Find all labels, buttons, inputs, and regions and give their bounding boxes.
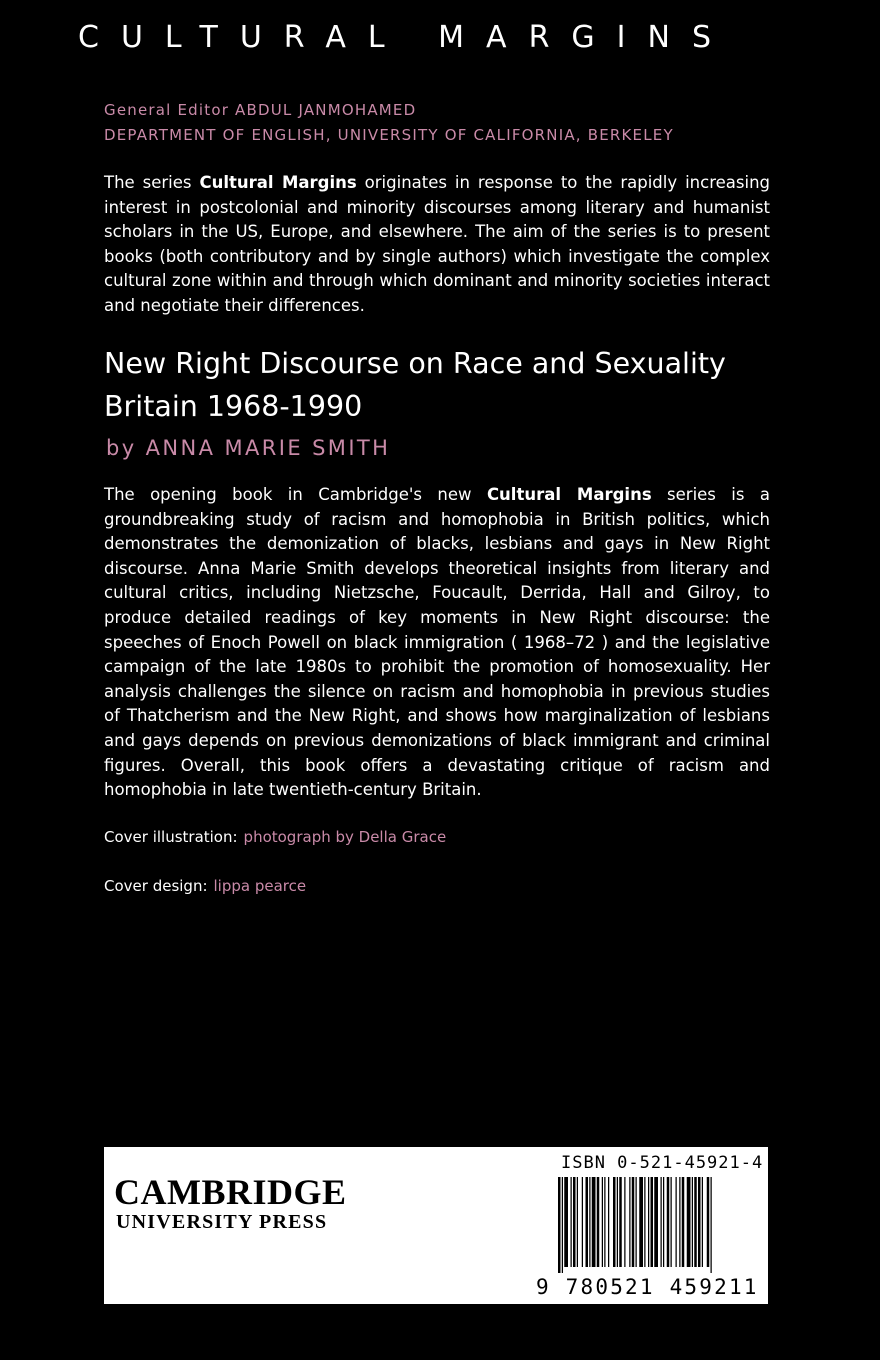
barcode-number: 9 780521 459211 — [536, 1275, 759, 1299]
barcode-image — [556, 1177, 758, 1273]
editor-label: General Editor — [104, 101, 230, 119]
barcode-bar — [589, 1177, 590, 1267]
author-prefix: by — [106, 436, 137, 460]
barcode-bar — [608, 1177, 609, 1267]
book-title — [104, 342, 804, 428]
series-editor-block — [104, 98, 804, 148]
series-description-text-b: originates in response to the rapidly increasing interest in postcolonial and minority discourses among literary and humanist scholars in the US, Europe, and elsewhere. The aim of the series is to present books (both contributory and by single authors) which investigate the complex cultural zone within and through which dominant and minority societies interact and negotiate their differences. — [104, 173, 770, 315]
book-author — [106, 436, 390, 460]
barcode-bar — [667, 1177, 670, 1267]
barcode-bar — [654, 1177, 658, 1267]
barcode-bar — [694, 1177, 697, 1267]
barcode-bar — [564, 1177, 568, 1267]
book-description — [104, 483, 770, 803]
publisher-logo-subname: UNIVERSITY PRESS — [116, 1211, 328, 1233]
isbn-label: ISBN 0-521-45921-4 — [561, 1153, 764, 1173]
author-name: ANNA MARIE SMITH — [145, 436, 391, 460]
series-name-bold: Cultural Margins — [199, 173, 357, 192]
cover-design-credit — [104, 877, 306, 895]
editor-line — [104, 98, 804, 123]
barcode-bar — [624, 1177, 625, 1267]
barcode-bar — [613, 1177, 616, 1267]
barcode-bar — [661, 1177, 662, 1267]
barcode-bar — [562, 1177, 563, 1273]
barcode-bar — [698, 1177, 701, 1267]
series-title: CULTURAL MARGINS — [78, 20, 734, 55]
barcode-bar — [619, 1177, 622, 1267]
barcode-bar — [617, 1177, 618, 1267]
illustration-label: Cover illustration: — [104, 828, 238, 846]
barcode-bar — [676, 1177, 677, 1267]
barcode-bar — [648, 1177, 649, 1267]
barcode-bar — [663, 1177, 664, 1267]
barcode-bar — [702, 1177, 703, 1267]
barcode-bar — [682, 1177, 685, 1267]
barcode-bar — [582, 1177, 583, 1267]
publisher-barcode-panel — [104, 1147, 768, 1304]
barcode-bar — [604, 1177, 605, 1267]
barcode-bar — [629, 1177, 630, 1267]
editor-department: DEPARTMENT OF ENGLISH, UNIVERSITY OF CALIFORNIA, BERKELEY — [104, 126, 674, 144]
barcode-bar — [711, 1177, 712, 1273]
barcode-bar — [632, 1177, 635, 1267]
book-description-text-b: series is a groundbreaking study of racism and homophobia in British politics, which demonstrates the demonization of blacks, lesbians and gays in New Right discourse. Anna Marie Smith develops theoretical insights from literary and cultural critics, including Nietzsche, Foucault, Derrida, Hall and Gilroy, to produce detailed readings of key moments in New Right discourse: the speeches of Enoch Powell on black immigration ( 1968–72 ) and the legislative campaign of the late 1980s to prohibit the promotion of homosexuality. Her analysis challenges the silence on racism and homophobia in previous studies of Thatcherism and the New Right, and shows how marginalization of lesbians and gays depends on previous demonizations of black immigrant and criminal figures. Overall, this book offers a devastating critique of racism and homophobia in late twentieth-century Britain. — [104, 485, 770, 800]
barcode-bar — [679, 1177, 680, 1267]
book-title-line-2: Britain 1968-1990 — [104, 390, 363, 423]
series-description — [104, 171, 770, 319]
series-description-text-a: The series — [104, 173, 200, 192]
barcode-bar — [651, 1177, 654, 1267]
barcode-bar — [577, 1177, 578, 1267]
barcode-bar — [639, 1177, 643, 1267]
barcode-bar — [558, 1177, 561, 1273]
cover-illustration-credit — [104, 828, 446, 846]
barcode-bar — [636, 1177, 637, 1267]
design-value: lippa pearce — [213, 877, 307, 895]
barcode-bar — [597, 1177, 600, 1267]
illustration-value: photograph by Della Grace — [243, 828, 447, 846]
barcode-bar — [671, 1177, 672, 1267]
barcode-bar — [592, 1177, 596, 1267]
barcode-bar — [692, 1177, 693, 1267]
barcode-bar — [573, 1177, 576, 1267]
book-title-line-1: New Right Discourse on Race and Sexuality — [104, 347, 726, 380]
barcode-bar — [602, 1177, 603, 1267]
book-description-text-a: The opening book in Cambridge's new — [104, 485, 487, 504]
editor-name: ABDUL JANMOHAMED — [235, 101, 417, 119]
barcode-bar — [644, 1177, 645, 1267]
publisher-logo-name: CAMBRIDGE — [114, 1172, 347, 1212]
barcode-bar — [571, 1177, 572, 1267]
barcode-bar — [586, 1177, 589, 1267]
design-label: Cover design: — [104, 877, 208, 895]
barcode-bar — [707, 1177, 710, 1267]
book-series-name-bold: Cultural Margins — [486, 485, 652, 504]
barcode-bar — [687, 1177, 691, 1267]
